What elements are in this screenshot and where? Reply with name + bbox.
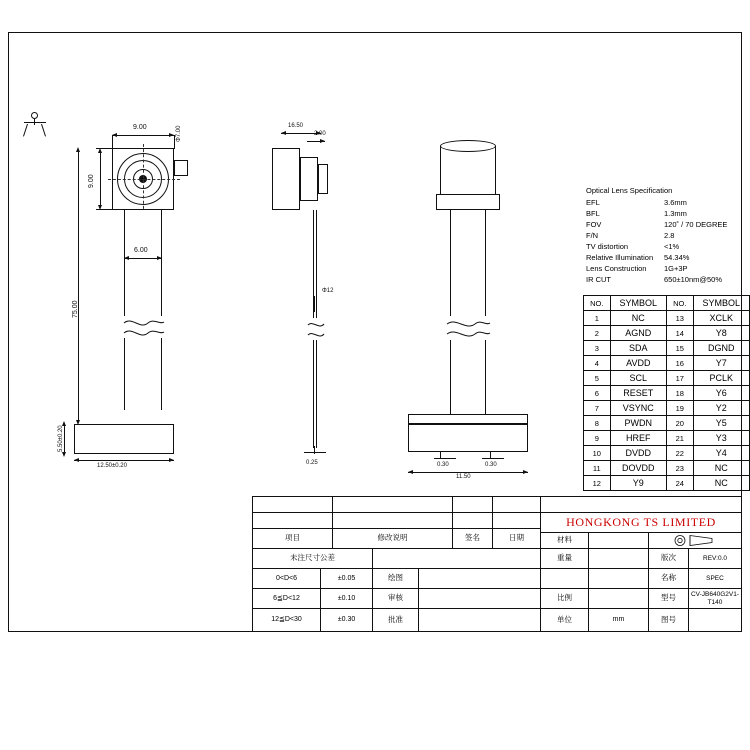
blank-label-2 xyxy=(541,569,589,589)
pin-no: 10 xyxy=(584,446,611,461)
dim-board-width: 9.00 xyxy=(133,124,147,131)
dim-lens-front-step: 2.00 xyxy=(314,131,326,137)
dim-fpc-width: 11.50 xyxy=(456,474,471,480)
spec-key: Lens Construction xyxy=(586,264,647,273)
rev-blank-2 xyxy=(333,497,453,513)
pin-symbol: Y3 xyxy=(693,431,749,446)
pin-symbol: HREF xyxy=(610,431,666,446)
approval-value-1 xyxy=(419,569,541,589)
pin-symbol: Y6 xyxy=(693,386,749,401)
pin-symbol: NC xyxy=(693,476,749,491)
pin-symbol: Y8 xyxy=(693,326,749,341)
projection-person-icon xyxy=(24,112,46,138)
spec-value: 1G+3P xyxy=(664,264,688,273)
scale-label: 比例 xyxy=(541,589,589,609)
dim-connector-width: 12.50±0.20 xyxy=(97,463,127,469)
pin-no: 1 xyxy=(584,311,611,326)
spec-value: 54.34% xyxy=(664,253,690,262)
pin-no: 19 xyxy=(666,401,693,416)
pin-header-no2: NO. xyxy=(666,296,693,311)
tolerance-range-2: 6≦D<12 xyxy=(253,589,321,609)
pin-no: 24 xyxy=(666,476,693,491)
pin-symbol: Y7 xyxy=(693,356,749,371)
side-lens-barrel xyxy=(300,157,318,201)
dim-cable-thickness-ref: Φ12 xyxy=(322,288,334,294)
pin-symbol: SCL xyxy=(610,371,666,386)
name-value: SPEC xyxy=(689,569,741,589)
dim-overall-length: 75.00 xyxy=(72,300,79,318)
dim-board-height: 9.00 xyxy=(88,174,95,188)
pin-no: 18 xyxy=(666,386,693,401)
iso-connector-body xyxy=(408,414,528,424)
dim-lens-barrel-dia: Φ7.00 xyxy=(176,125,182,142)
tolerance-range-1: 0<D<6 xyxy=(253,569,321,589)
pin-no: 4 xyxy=(584,356,611,371)
pin-symbol: DGND xyxy=(693,341,749,356)
spec-title: Optical Lens Specification xyxy=(586,186,673,195)
spec-key: IR CUT xyxy=(586,275,611,284)
rev-blank-4 xyxy=(493,497,541,513)
pin-no: 23 xyxy=(666,461,693,476)
pin-no: 13 xyxy=(666,311,693,326)
pin-symbol: Y5 xyxy=(693,416,749,431)
pin-symbol: DOVDD xyxy=(610,461,666,476)
table-row xyxy=(584,416,750,431)
table-row xyxy=(584,386,750,401)
tolerance-title: 未注尺寸公差 xyxy=(253,549,373,569)
tolerance-value-3: ±0.30 xyxy=(321,609,373,631)
rev-value: REV:0.0 xyxy=(689,549,741,569)
table-row xyxy=(584,431,750,446)
pin-symbol: PCLK xyxy=(693,371,749,386)
spec-value: 650±10nm@50% xyxy=(664,275,723,284)
rev-label: 版次 xyxy=(649,549,689,569)
model-value: CV-JB640G2V1-T140 xyxy=(689,589,741,609)
pin-no: 7 xyxy=(584,401,611,416)
pin-symbol: DVDD xyxy=(610,446,666,461)
pin-symbol: AGND xyxy=(610,326,666,341)
spec-value: 3.6mm xyxy=(664,198,687,207)
projection-cell-top xyxy=(649,533,741,549)
iso-connector-fingers xyxy=(408,424,528,452)
dim-connector-height: 5.50±0.20 xyxy=(58,425,64,452)
table-row xyxy=(584,401,750,416)
model-label: 型号 xyxy=(649,589,689,609)
pin-no: 16 xyxy=(666,356,693,371)
pin-no: 12 xyxy=(584,476,611,491)
first-angle-projection-icon xyxy=(672,534,718,547)
dim-cable-width: 6.00 xyxy=(134,247,148,254)
rev-header-mid: 修改说明 xyxy=(333,529,453,549)
flex-cable-body-lower xyxy=(124,334,162,410)
pin-no: 20 xyxy=(666,416,693,431)
spec-key: F/N xyxy=(586,231,599,240)
pin-symbol: RESET xyxy=(610,386,666,401)
title-block xyxy=(252,496,742,632)
dim-pitch-right: 0.30 xyxy=(485,462,497,468)
weight-label: 重量 xyxy=(541,549,589,569)
pin-symbol: XCLK xyxy=(693,311,749,326)
break-symbol-front xyxy=(120,316,166,338)
table-row xyxy=(584,311,750,326)
approval-value-2 xyxy=(419,589,541,609)
pin-symbol: Y2 xyxy=(693,401,749,416)
spec-value: <1% xyxy=(664,242,680,251)
pin-no: 6 xyxy=(584,386,611,401)
table-row xyxy=(584,371,750,386)
pin-no: 22 xyxy=(666,446,693,461)
drawing-no-value xyxy=(689,609,741,631)
pin-symbol: NC xyxy=(693,461,749,476)
pin-symbol: Y4 xyxy=(693,446,749,461)
dim-side-total-height: 16.50 xyxy=(288,123,304,129)
name-label: 名称 xyxy=(649,569,689,589)
approval-label-2: 审核 xyxy=(373,589,419,609)
rev-header-left: 项目 xyxy=(253,529,333,549)
unit-value: mm xyxy=(589,609,649,631)
pin-no: 11 xyxy=(584,461,611,476)
pin-symbol: SDA xyxy=(610,341,666,356)
company-name-text: HONGKONG TS LIMITED xyxy=(566,514,716,529)
pin-symbol: Y9 xyxy=(610,476,666,491)
pin-no: 17 xyxy=(666,371,693,386)
weight-value xyxy=(589,549,649,569)
dim-pitch-left: 0.30 xyxy=(437,462,449,468)
tolerance-title-blank xyxy=(373,549,541,569)
optical-lens-spec xyxy=(586,185,746,285)
pin-symbol: PWDN xyxy=(610,416,666,431)
iso-lens-top-ellipse xyxy=(440,140,496,152)
rev-blank-3 xyxy=(453,497,493,513)
spec-key: BFL xyxy=(586,209,600,218)
rev-blank-5 xyxy=(253,513,333,529)
spec-value: 1.3mm xyxy=(664,209,687,218)
table-row xyxy=(584,326,750,341)
iso-flex-cable-lower xyxy=(450,338,486,414)
rev-header-sign: 签名 xyxy=(453,529,493,549)
rev-header-date: 日期 xyxy=(493,529,541,549)
rev-blank-8 xyxy=(493,513,541,529)
approval-label-3: 批准 xyxy=(373,609,419,631)
spec-key: EFL xyxy=(586,198,600,207)
table-row xyxy=(584,356,750,371)
pin-no: 8 xyxy=(584,416,611,431)
tolerance-value-1: ±0.05 xyxy=(321,569,373,589)
center-line-v xyxy=(143,144,144,214)
material-label: 材料 xyxy=(541,533,589,549)
pin-no: 5 xyxy=(584,371,611,386)
approval-value-3 xyxy=(419,609,541,631)
pin-no: 9 xyxy=(584,431,611,446)
pin-no: 2 xyxy=(584,326,611,341)
pin-no: 15 xyxy=(666,341,693,356)
tolerance-value-2: ±0.10 xyxy=(321,589,373,609)
break-symbol-iso xyxy=(444,316,492,340)
iso-flex-cable xyxy=(450,210,486,320)
center-line-h xyxy=(108,179,180,180)
flex-cable-body xyxy=(124,210,162,320)
spec-key: TV distortion xyxy=(586,242,629,251)
company-name xyxy=(541,513,741,533)
pin-no: 3 xyxy=(584,341,611,356)
pin-symbol: VSYNC xyxy=(610,401,666,416)
tolerance-range-3: 12≦D<30 xyxy=(253,609,321,631)
pin-no: 21 xyxy=(666,431,693,446)
connector-block xyxy=(74,424,174,454)
pin-header-symbol2: SYMBOL xyxy=(693,296,749,311)
spec-value: 120˚ / 70 DEGREE xyxy=(664,220,728,229)
dim-cable-thickness: 0.25 xyxy=(306,460,318,466)
side-lens-front xyxy=(318,164,328,194)
spec-value: 2.8 xyxy=(664,231,675,240)
material-value xyxy=(589,533,649,549)
pin-assignment-table xyxy=(583,295,750,491)
side-holder-body xyxy=(272,148,300,210)
break-symbol-side xyxy=(306,318,326,340)
unit-label: 单位 xyxy=(541,609,589,631)
table-row xyxy=(584,461,750,476)
rev-blank-7 xyxy=(453,513,493,529)
pin-header-no: NO. xyxy=(584,296,611,311)
iso-holder-base xyxy=(436,194,500,210)
rev-blank-6 xyxy=(333,513,453,529)
pin-header-symbol: SYMBOL xyxy=(610,296,666,311)
table-header-row xyxy=(584,296,750,311)
pin-symbol: AVDD xyxy=(610,356,666,371)
spec-key: FOV xyxy=(586,220,602,229)
table-row xyxy=(584,341,750,356)
front-top-dim-line xyxy=(112,135,174,136)
company-banner-top xyxy=(541,497,741,513)
scale-value xyxy=(589,589,649,609)
drawing-no-label: 图号 xyxy=(649,609,689,631)
holder-side-tab xyxy=(174,160,188,176)
table-row xyxy=(584,446,750,461)
approval-label-1: 绘图 xyxy=(373,569,419,589)
pin-symbol: NC xyxy=(610,311,666,326)
table-row xyxy=(584,476,750,491)
blank-value-2 xyxy=(589,569,649,589)
spec-key: Relative Illumination xyxy=(586,253,654,262)
pin-no: 14 xyxy=(666,326,693,341)
rev-blank-1 xyxy=(253,497,333,513)
iso-lens-head xyxy=(440,146,496,196)
